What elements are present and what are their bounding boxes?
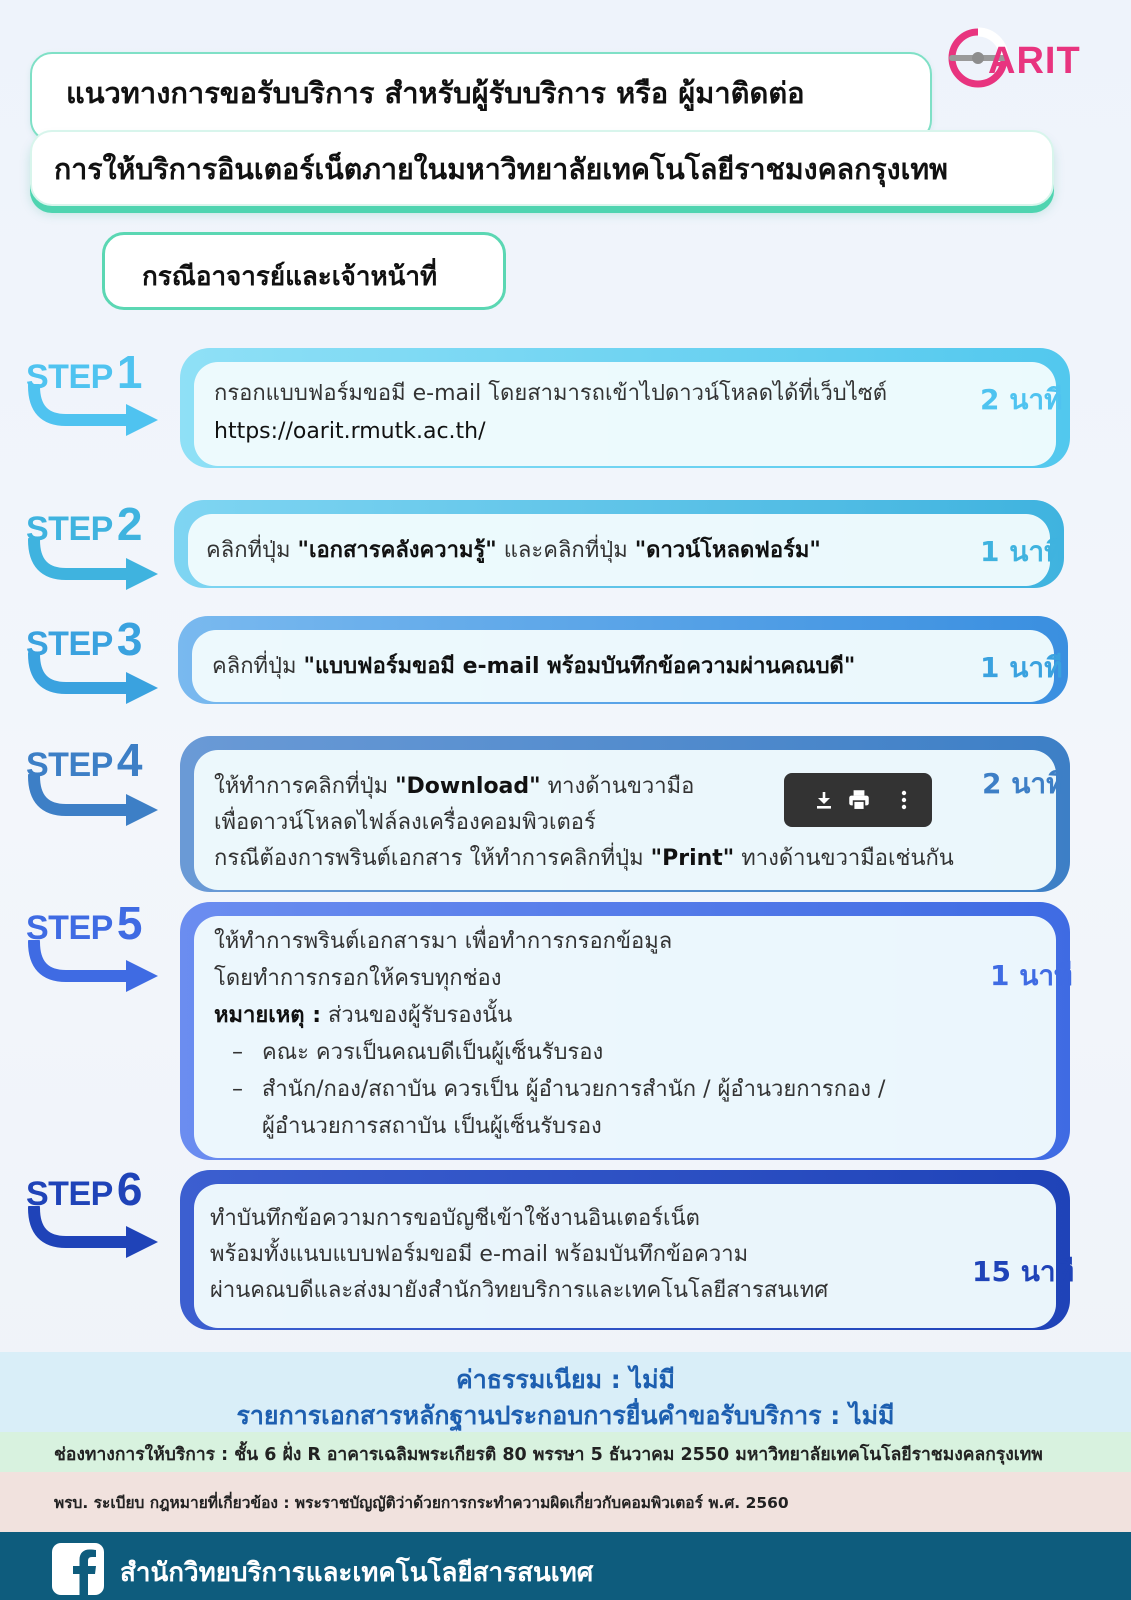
step-5-bullet2: สำนัก/กอง/สถาบัน ควรเป็น ผู้อำนวยการสำนัก / ผู้อำนวยการกอง /	[262, 1077, 886, 1102]
step-4-text-line2: เพื่อดาวน์โหลดไฟล์ลงเครื่องคอมพิวเตอร์	[214, 810, 596, 835]
step-5-bullet1: คณะ ควรเป็นคณบดีเป็นผู้เซ็นรับรอง	[262, 1040, 604, 1065]
pdf-toolbar	[784, 773, 932, 827]
step-6-duration: 15 นาที	[972, 1255, 1075, 1288]
step-6-label: STEP6	[26, 1163, 143, 1215]
step-2-duration: 1 นาที	[980, 535, 1063, 568]
step-4-label: STEP4	[26, 734, 143, 786]
step-4-text-line1: ให้ทำการคลิกที่ปุ่ม "Download" ทางด้านขวามือ	[214, 774, 695, 799]
step-6-text-line3: ผ่านคณบดีและส่งมายังสำนักวิทยบริการและเทคโนโลยีสารสนเทศ	[210, 1278, 829, 1303]
service-location: ช่องทางการให้บริการ : ชั้น 6 ฝั่ง R อาคารเฉลิมพระเกียรติ 80 พรรษา 5 ธันวาคม 2550 มหาวิทยาลัยเทคโนโลยีราชมงคลกรุงเทพ	[54, 1445, 1043, 1465]
step-3-arrow-icon	[26, 652, 166, 712]
download-icon[interactable]	[812, 788, 836, 812]
step-5-arrow-icon	[26, 940, 166, 1000]
case-label: กรณีอาจารย์และเจ้าหน้าที่	[142, 262, 438, 292]
step-1-duration: 2 นาที	[980, 383, 1063, 416]
page-title-line2: การให้บริการอินเตอร์เน็ตภายในมหาวิทยาลัยเทคโนโลยีราชมงคลกรุงเทพ	[54, 153, 948, 186]
step-2-text: คลิกที่ปุ่ม "เอกสารคลังความรู้" และคลิกที่ปุ่ม "ดาวน์โหลดฟอร์ม"	[206, 538, 821, 563]
step-5-duration: 1 นาที	[990, 959, 1073, 992]
step-3-text: คลิกที่ปุ่ม "แบบฟอร์มขอมี e-mail พร้อมบันทึกข้อความผ่านคณบดี"	[212, 654, 856, 679]
step-5-note-label: หมายเหตุ :	[214, 1003, 322, 1028]
step-2-label: STEP2	[26, 498, 143, 550]
step-4-download-label: "Download"	[395, 774, 541, 799]
step-1-arrow-icon	[26, 384, 166, 444]
step-4-text-line3: กรณีต้องการพรินต์เอกสาร ให้ทำการคลิกที่ปุ่ม "Print" ทางด้านขวามือเช่นกัน	[214, 846, 954, 871]
related-law: พรบ. ระเบียบ กฎหมายที่เกี่ยวข้อง : พระราชบัญญัติว่าด้วยการกระทำความผิดเกี่ยวกับคอมพิวเตอร์ พ.ศ. 2560	[54, 1494, 789, 1512]
step-5-label: STEP5	[26, 897, 143, 949]
fee-text: ค่าธรรมเนียม : ไม่มี	[455, 1365, 676, 1394]
step-2-arrow-icon	[26, 538, 166, 598]
step-1-text-line1: กรอกแบบฟอร์มขอมี e-mail โดยสามารถเข้าไปดาวน์โหลดได้ที่เว็บไซต์	[214, 381, 888, 406]
print-icon[interactable]	[846, 787, 872, 813]
step-6-text-line1: ทำบันทึกข้อความการขอบัญชีเข้าใช้งานอินเตอร์เน็ต	[210, 1206, 700, 1231]
step-4-duration: 2 นาที	[982, 767, 1065, 800]
footer-office-name: สำนักวิทยบริการและเทคโนโลยีสารสนเทศ	[120, 1558, 594, 1588]
step-5-text-line1: ให้ทำการพรินต์เอกสารมา เพื่อทำการกรอกข้อมูล	[214, 929, 673, 954]
step-2-button-name-1: "เอกสารคลังความรู้"	[297, 538, 497, 563]
step-1-url: https://oarit.rmutk.ac.th/	[214, 419, 486, 444]
more-vertical-icon[interactable]	[892, 788, 916, 812]
step-3-duration: 1 นาที	[980, 651, 1063, 684]
step-4-print-label: "Print"	[650, 846, 735, 871]
step-6-text-line2: พร้อมทั้งแนบแบบฟอร์มขอมี e-mail พร้อมบันทึกข้อความ	[210, 1242, 749, 1267]
step-5-text-line2: โดยทำการกรอกให้ครบทุกช่อง	[214, 966, 502, 991]
documents-text: รายการเอกสารหลักฐานประกอบการยื่นคำขอรับบริการ : ไม่มี	[236, 1401, 895, 1430]
step-1-label: STEP1	[26, 346, 143, 398]
step-5-bullet2-continued: ผู้อำนวยการสถาบัน เป็นผู้เซ็นรับรอง	[262, 1114, 602, 1139]
facebook-icon[interactable]	[52, 1543, 104, 1595]
step-2-button-name-2: "ดาวน์โหลดฟอร์ม"	[634, 538, 821, 563]
page-title-line1: แนวทางการขอรับบริการ สำหรับผู้รับบริการ หรือ ผู้มาติดต่อ	[66, 76, 805, 110]
step-5-note: หมายเหตุ : ส่วนของผู้รับรองนั้น	[214, 1003, 513, 1028]
step-6-arrow-icon	[26, 1206, 166, 1266]
step-3-button-name: "แบบฟอร์มขอมี e-mail พร้อมบันทึกข้อความผ่านคณบดี"	[303, 654, 856, 679]
step-5-bullet1-mark: –	[232, 1040, 243, 1065]
logo-text: ARIT	[988, 40, 1081, 82]
step-4-arrow-icon	[26, 774, 166, 834]
step-5-bullet2-mark: –	[232, 1077, 243, 1102]
step-3-label: STEP3	[26, 613, 143, 665]
